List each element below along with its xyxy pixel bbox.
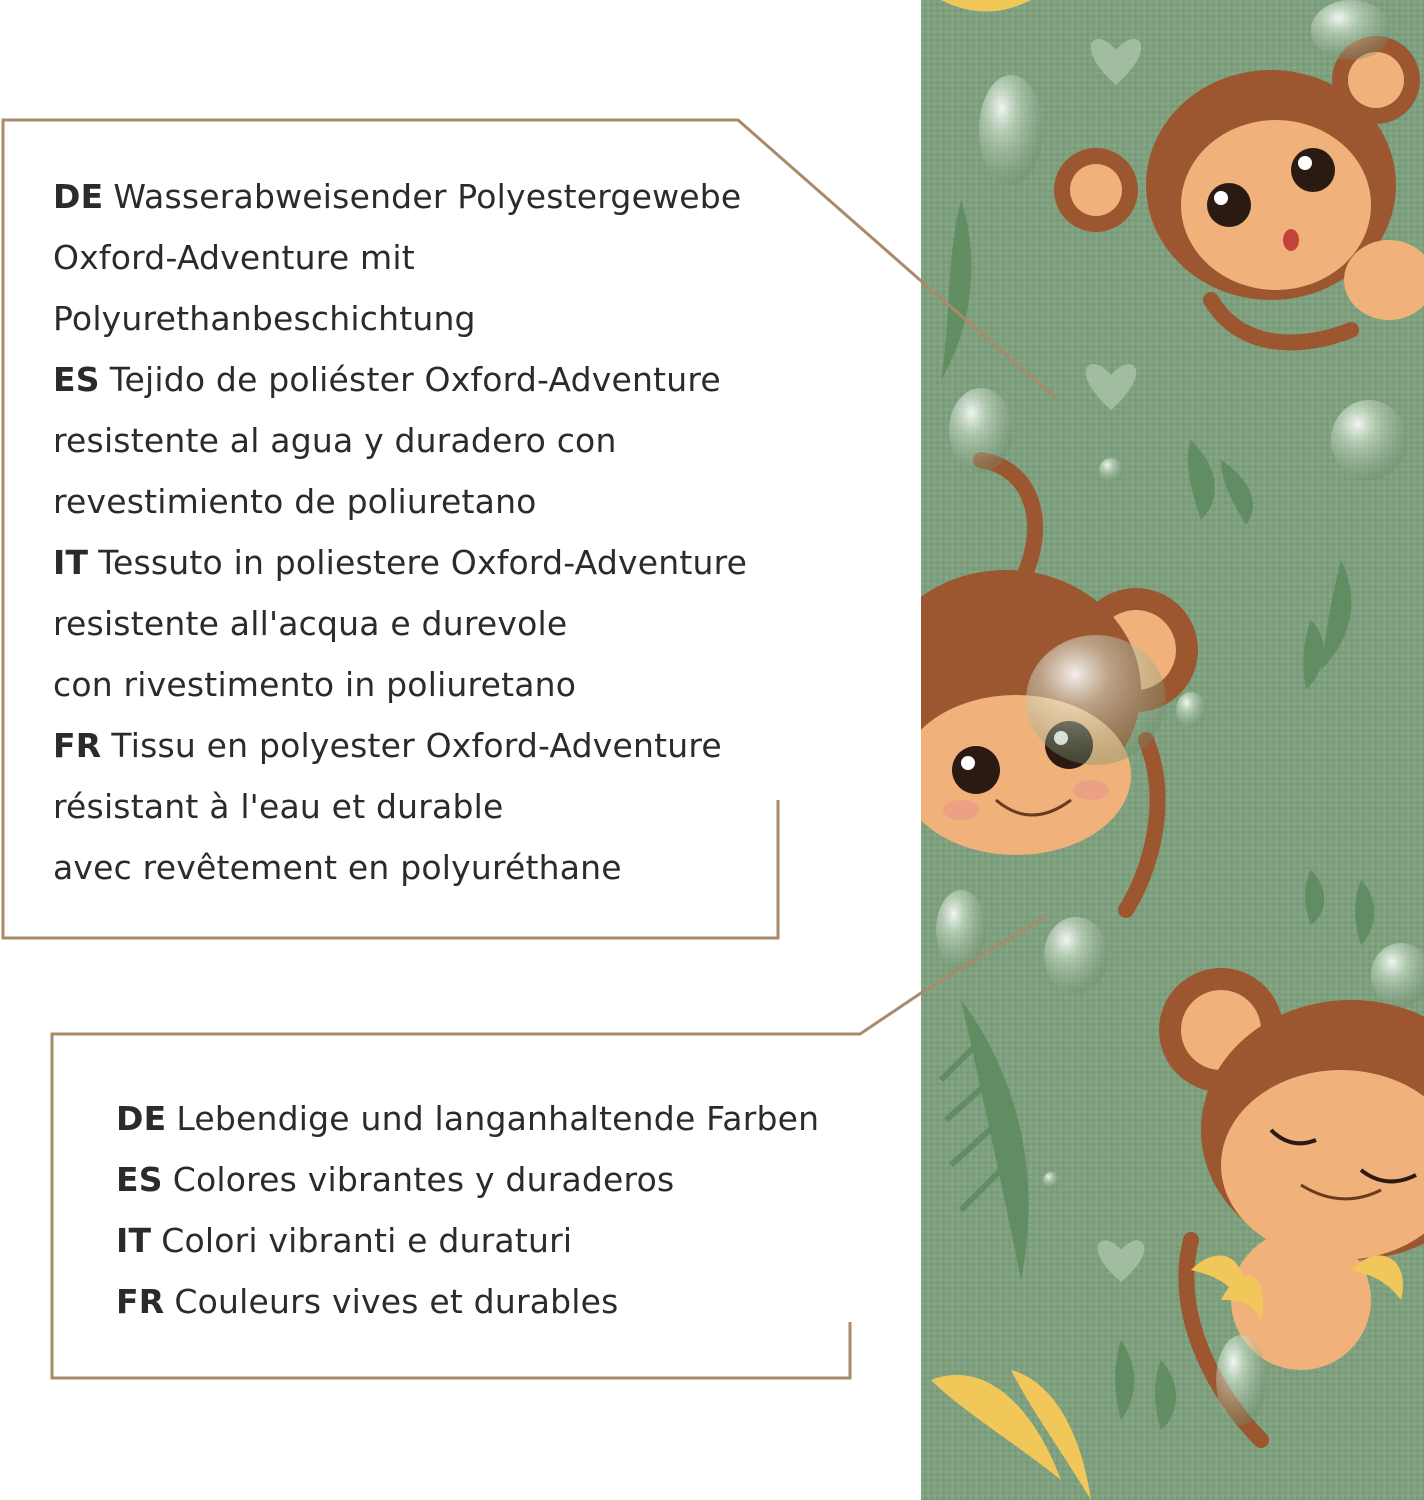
material-line-fr-3: avec revêtement en polyuréthane — [53, 848, 622, 887]
material-line-fr-1: FR Tissu en polyester Oxford-Adventure — [53, 726, 722, 765]
colors-line-de: DE Lebendige und langanhaltende Farben — [116, 1099, 820, 1138]
callout-pointer-colors — [921, 916, 1046, 993]
material-line-fr-2: résistant à l'eau et durable — [53, 787, 504, 826]
colors-description — [116, 1088, 819, 1332]
language-code-fr: FR — [53, 726, 102, 765]
language-code-de: DE — [53, 177, 104, 216]
language-code-it: IT — [53, 543, 89, 582]
language-code-it: IT — [116, 1221, 152, 1260]
language-code-de: DE — [116, 1099, 167, 1138]
material-line-de-2: Oxford-Adventure mit — [53, 238, 415, 277]
colors-line-fr: FR Couleurs vives et durables — [116, 1282, 619, 1321]
material-line-it-3: con rivestimento in poliuretano — [53, 665, 577, 704]
material-line-es-1: ES Tejido de poliéster Oxford-Adventure — [53, 360, 721, 399]
material-line-it-1: IT Tessuto in poliestere Oxford-Adventure — [53, 543, 748, 582]
language-code-es: ES — [53, 360, 100, 399]
material-line-de-3: Polyurethanbeschichtung — [53, 299, 476, 338]
material-line-es-2: resistente al agua y duradero con — [53, 421, 617, 460]
material-description — [53, 166, 747, 898]
language-code-es: ES — [116, 1160, 163, 1199]
colors-line-it: IT Colori vibranti e duraturi — [116, 1221, 573, 1260]
colors-line-es: ES Colores vibrantes y duraderos — [116, 1160, 675, 1199]
language-code-fr: FR — [116, 1282, 165, 1321]
material-line-it-2: resistente all'acqua e durevole — [53, 604, 568, 643]
material-line-de-1: DE Wasserabweisender Polyestergewebe — [53, 177, 742, 216]
callout-pointer-material — [920, 280, 1056, 398]
material-line-es-3: revestimiento de poliuretano — [53, 482, 537, 521]
